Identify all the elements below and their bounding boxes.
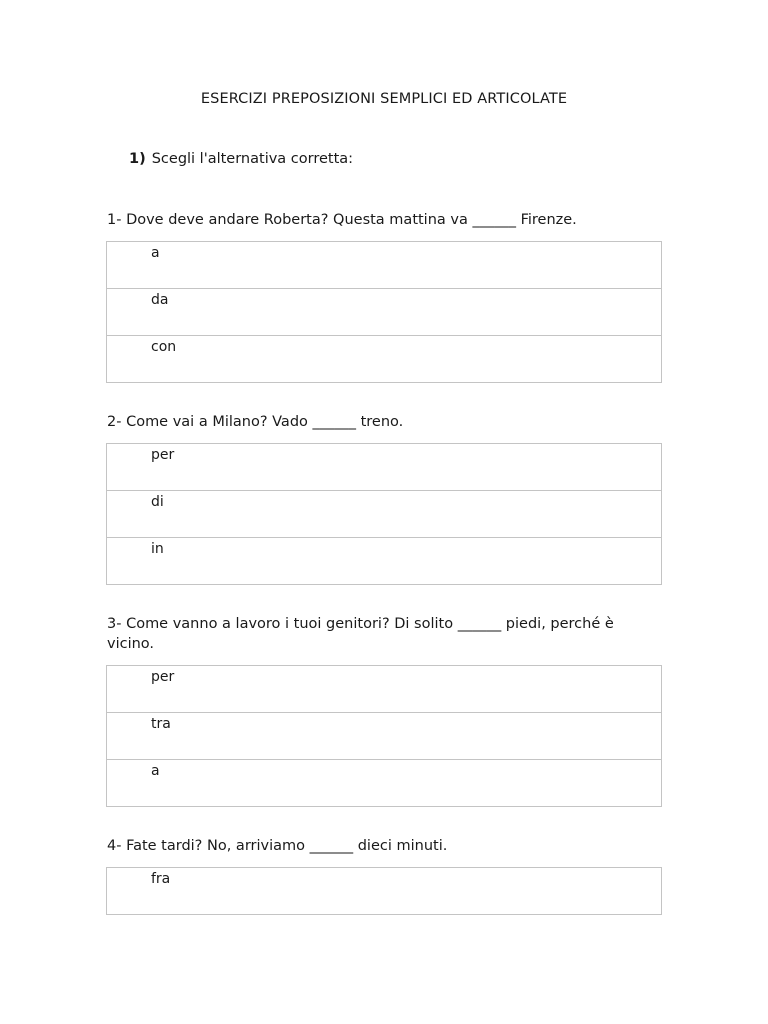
option-label: per — [151, 669, 175, 685]
option-row[interactable] — [107, 538, 661, 584]
option-row[interactable] — [107, 713, 661, 760]
options-table-3 — [106, 665, 662, 807]
option-label: a — [151, 245, 160, 261]
option-label: tra — [151, 716, 171, 732]
question-2: 2- Come vai a Milano? Vado ______ treno. — [107, 414, 404, 430]
option-row[interactable] — [107, 491, 661, 538]
options-table-4 — [106, 867, 662, 915]
option-row[interactable] — [107, 242, 661, 289]
option-label: con — [151, 339, 177, 355]
option-row[interactable] — [107, 868, 661, 914]
page-title: ESERCIZI PREPOSIZIONI SEMPLICI ED ARTICOLATE — [200, 91, 568, 107]
option-row[interactable] — [107, 666, 661, 713]
option-label: fra — [151, 871, 171, 887]
option-row[interactable] — [107, 444, 661, 491]
question-3: 3- Come vanno a lavoro i tuoi genitori? Di solito ______ piedi, perché è vicino. — [107, 616, 614, 652]
question-1: 1- Dove deve andare Roberta? Questa mattina va ______ Firenze. — [107, 212, 577, 228]
option-label: di — [151, 494, 164, 510]
instruction — [129, 151, 353, 167]
question-4: 4- Fate tardi? No, arriviamo ______ dieci minuti. — [107, 838, 448, 854]
options-table-2 — [106, 443, 662, 585]
option-row[interactable] — [107, 336, 661, 382]
option-label: in — [151, 541, 164, 557]
option-row[interactable] — [107, 289, 661, 336]
option-label: a — [151, 763, 160, 779]
instruction-number: 1) — [129, 151, 146, 167]
option-label: per — [151, 447, 175, 463]
instruction-text: Scegli l'alternativa corretta: — [151, 151, 354, 167]
option-label: da — [151, 292, 169, 308]
option-row[interactable] — [107, 760, 661, 806]
options-table-1 — [106, 241, 662, 383]
